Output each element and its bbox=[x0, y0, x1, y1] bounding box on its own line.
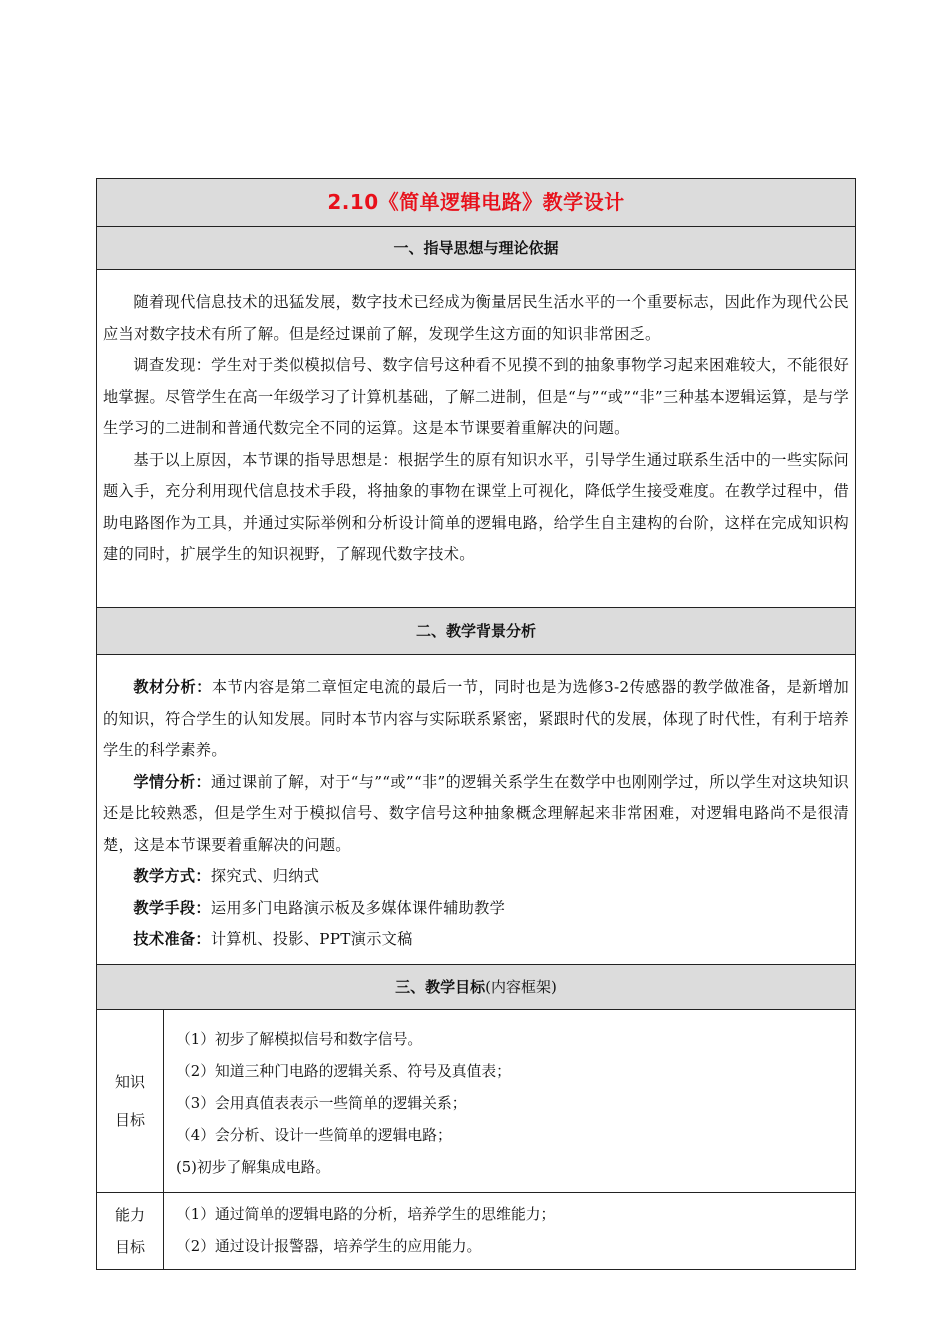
ability-label-line2: 目标 bbox=[114, 1238, 145, 1256]
section2-body bbox=[97, 655, 856, 965]
item-text: 通过课前了解，对于“与”“或”“非”的逻辑关系学生在数学中也刚刚学过，所以学生对这块知识还是比较熟悉，但是学生对于模拟信号、数字信号这种抽象概念理解起来非常困难，对逻辑电路尚不是很清楚，这是本节课要着重解决的问题。 bbox=[103, 772, 850, 854]
item-label: 教学方式： bbox=[133, 867, 211, 885]
knowledge-goal-label-cell bbox=[97, 1010, 164, 1193]
section3-heading-cell bbox=[97, 965, 856, 1010]
section1-body bbox=[97, 270, 856, 608]
ability-goal-label-cell bbox=[97, 1193, 164, 1270]
section2-heading-cell bbox=[97, 608, 856, 655]
knowledge-item: （1）初步了解模拟信号和数字信号。 bbox=[176, 1031, 423, 1048]
item-text: 运用多门电路演示板及多媒体课件辅助教学 bbox=[210, 898, 506, 917]
knowledge-item: （3）会用真值表表示一些简单的逻辑关系； bbox=[176, 1095, 467, 1112]
item-text: 本节内容是第二章恒定电流的最后一节，同时也是为选修3-2传感器的教学做准备，是新增加的知识，符合学生的认知发展。同时本节内容与实际联系紧密，紧跟时代的发展，体现了时代性，有利于培养学生的科学素养。 bbox=[103, 678, 850, 759]
item-label: 教材分析： bbox=[133, 678, 212, 696]
section1-heading-cell bbox=[97, 227, 856, 270]
background-item bbox=[103, 893, 849, 925]
item-label: 技术准备： bbox=[133, 930, 211, 948]
background-item bbox=[103, 767, 849, 862]
ability-label-line1: 能力 bbox=[114, 1206, 145, 1224]
title-cell bbox=[97, 179, 856, 227]
section3-heading-text: 三、教学目标 bbox=[395, 978, 486, 996]
knowledge-item: (5)初步了解集成电路。 bbox=[176, 1159, 331, 1176]
knowledge-item: （2）知道三种门电路的逻辑关系、符号及真值表； bbox=[176, 1063, 511, 1080]
section1-paragraph: 随着现代信息技术的迅猛发展，数字技术已经成为衡量居民生活水平的一个重要标志，因此作为现代公民应当对数字技术有所了解。但是经过课前了解，发现学生这方面的知识非常困乏。 bbox=[103, 293, 850, 343]
knowledge-label-line1: 知识 bbox=[114, 1073, 145, 1091]
ability-goal-items bbox=[164, 1193, 856, 1270]
item-text: 计算机、投影、PPT演示文稿 bbox=[210, 930, 413, 948]
section3-heading bbox=[395, 978, 557, 996]
ability-item: （1）通过简单的逻辑电路的分析，培养学生的思维能力； bbox=[176, 1206, 556, 1223]
item-label: 学情分析： bbox=[133, 772, 211, 791]
background-item bbox=[103, 861, 849, 893]
ability-item: （2）通过设计报警器，培养学生的应用能力。 bbox=[176, 1238, 482, 1255]
document-title: 2.10《简单逻辑电路》教学设计 bbox=[327, 190, 625, 214]
background-item bbox=[103, 924, 849, 956]
knowledge-goal-items bbox=[164, 1010, 856, 1193]
section1-paragraph: 调查发现：学生对于类似模拟信号、数字信号这种看不见摸不到的抽象事物学习起来困难较大，不能很好地掌握。尽管学生在高一年级学习了计算机基础，了解二进制，但是“与”“或”“非”三种基本逻辑运算，是与学生学习的二进制和普通代数完全不同的运算。这是本节课要着重解决的问题。 bbox=[103, 356, 850, 437]
item-text: 探究式、归纳式 bbox=[210, 867, 320, 885]
section2-heading: 二、教学背景分析 bbox=[416, 622, 537, 640]
knowledge-item: （4）会分析、设计一些简单的逻辑电路； bbox=[176, 1127, 452, 1144]
background-item bbox=[103, 672, 849, 767]
section1-heading: 一、指导思想与理论依据 bbox=[393, 239, 559, 257]
item-label: 教学手段： bbox=[133, 898, 211, 917]
knowledge-label-line2: 目标 bbox=[114, 1111, 145, 1129]
section1-paragraph: 基于以上原因，本节课的指导思想是：根据学生的原有知识水平，引导学生通过联系生活中的一些实际问题入手，充分利用现代信息技术手段，将抽象的事物在课堂上可视化，降低学生接受难度。在教学过程中，借助电路图作为工具，并通过实际举例和分析设计简单的逻辑电路，给学生自主建构的台阶，这样在完成知识构建的同时，扩展学生的知识视野，了解现代数字技术。 bbox=[103, 450, 850, 563]
lesson-plan-table bbox=[96, 178, 856, 1270]
section3-heading-note: (内容框架) bbox=[485, 978, 557, 996]
